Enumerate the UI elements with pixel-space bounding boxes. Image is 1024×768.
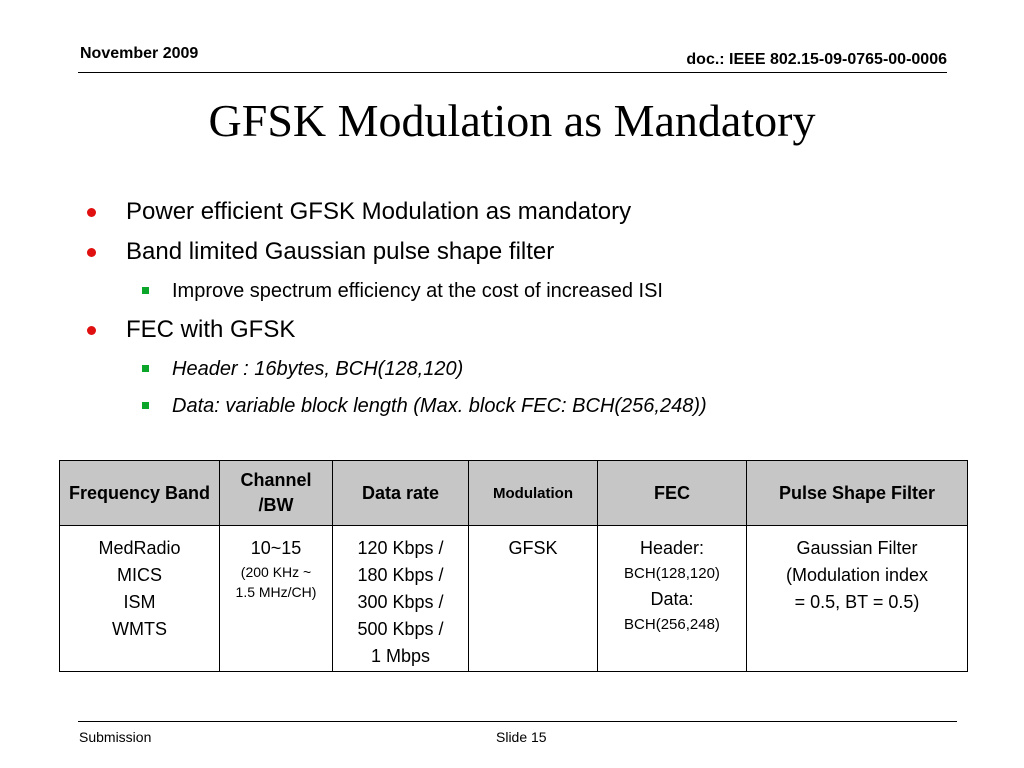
header-date: November 2009 xyxy=(80,45,199,62)
filter-line: (Modulation index xyxy=(785,565,929,585)
bullet-square-icon xyxy=(142,287,149,294)
filter-line: = 0.5, BT = 0.5) xyxy=(794,592,920,612)
sub-bullet-item xyxy=(172,278,663,304)
cell-data-rate xyxy=(333,526,469,672)
spec-table xyxy=(59,460,968,672)
header-data-rate: Data rate xyxy=(333,461,469,526)
data-rate-line: 120 Kbps / xyxy=(357,538,444,558)
cell-frequency-band xyxy=(60,526,220,672)
band-line: WMTS xyxy=(112,619,167,639)
slide-title: GFSK Modulation as Mandatory xyxy=(208,95,816,146)
header-divider xyxy=(78,72,947,73)
band-line: ISM xyxy=(123,592,156,612)
cell-fec xyxy=(598,526,747,672)
bullet-text: Band limited Gaussian pulse shape filter xyxy=(126,238,555,265)
fec-code: BCH(128,120) xyxy=(624,565,720,582)
data-rate-line: 180 Kbps / xyxy=(357,565,444,585)
header-doc-id: doc.: IEEE 802.15-09-0765-00-0006 xyxy=(686,51,947,68)
sub-bullet-item xyxy=(172,393,707,419)
modulation-value: GFSK xyxy=(508,538,558,558)
header-fec: FEC xyxy=(598,461,747,526)
footer-divider xyxy=(78,721,957,722)
header-frequency-band: Frequency Band xyxy=(60,461,220,526)
header-pulse-shape-filter: Pulse Shape Filter xyxy=(747,461,968,526)
bullet-square-icon xyxy=(142,365,149,372)
channel-bw-note: 1.5 MHz/CH) xyxy=(235,584,317,600)
data-rate-line: 1 Mbps xyxy=(370,646,431,666)
bullet-dot-icon xyxy=(87,248,96,257)
bullet-dot-icon xyxy=(87,326,96,335)
cell-modulation xyxy=(469,526,598,672)
fec-label: Header: xyxy=(639,538,705,558)
table-header-row xyxy=(60,461,968,526)
bullet-text: Power efficient GFSK Modulation as mandatory xyxy=(126,198,632,225)
table-row xyxy=(60,526,968,672)
bullet-text: FEC with GFSK xyxy=(126,316,296,343)
footer-submission: Submission xyxy=(79,729,152,745)
header-modulation: Modulation xyxy=(469,461,598,526)
sub-bullet-text: Improve spectrum efficiency at the cost of increased ISI xyxy=(172,280,663,302)
data-rate-line: 300 Kbps / xyxy=(357,592,444,612)
bullet-item xyxy=(126,196,631,228)
sub-bullet-text: Header : 16bytes, BCH(128,120) xyxy=(172,358,464,380)
band-line: MICS xyxy=(117,565,162,585)
filter-line: Gaussian Filter xyxy=(796,538,918,558)
band-line: MedRadio xyxy=(98,538,181,558)
bullet-dot-icon xyxy=(87,208,96,217)
fec-code: BCH(256,248) xyxy=(624,616,720,633)
bullet-item xyxy=(126,314,295,346)
data-rate-line: 500 Kbps / xyxy=(357,619,444,639)
fec-label: Data: xyxy=(650,589,694,609)
channel-bw-note: (200 KHz ~ xyxy=(240,564,312,580)
sub-bullet-item xyxy=(172,356,463,382)
channel-count: 10~15 xyxy=(250,538,302,558)
cell-pulse-shape-filter xyxy=(747,526,968,672)
footer-slide-number: Slide 15 xyxy=(496,729,547,745)
bullet-item xyxy=(126,236,554,268)
bullet-square-icon xyxy=(142,402,149,409)
cell-channel-bw xyxy=(220,526,333,672)
header-channel-bw: Channel /BW xyxy=(220,461,333,526)
sub-bullet-text: Data: variable block length (Max. block FEC: BCH(256,248)) xyxy=(172,395,707,417)
